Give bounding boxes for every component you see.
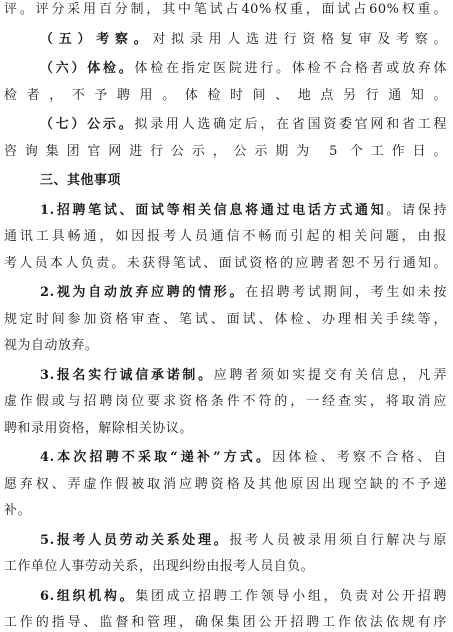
item-3-line-2 bbox=[4, 392, 447, 411]
item-1-line-2 bbox=[4, 227, 447, 246]
item-text: 工作单位人事劳动关系，出现纠纷由报考人员自负。 bbox=[4, 559, 315, 574]
item-4-line-3 bbox=[4, 501, 447, 520]
item-label: 3.报名实行诚信承诺制。 bbox=[40, 368, 214, 383]
item-1 bbox=[40, 201, 447, 220]
item-label: 2.视为自动放弃应聘的情形。 bbox=[40, 285, 246, 300]
item-2 bbox=[40, 283, 447, 302]
paragraph-text: 拟录用人选确定后，在省国资委官网和省工程 bbox=[134, 117, 448, 132]
paragraph-text: 咨询集团官网进行公示，公示期为 5 个工作日。 bbox=[4, 144, 447, 159]
item-text: 规定时间参加资格审查、笔试、面试、体检、办理相关手续等， bbox=[4, 312, 447, 327]
item-5 bbox=[40, 531, 447, 550]
item-text: 愿弃权、弄虚作假被取消应聘资格及其他原因出现空缺的不予递 bbox=[4, 477, 447, 492]
item-text: 报考人员被录用须自行解决与原 bbox=[229, 533, 447, 548]
paragraph-physical-exam bbox=[40, 59, 447, 78]
item-6-line-2 bbox=[4, 613, 447, 632]
section-title: 三、其他事项 bbox=[40, 173, 121, 188]
item-6 bbox=[40, 587, 447, 606]
item-text: 视为自动放弃。 bbox=[4, 338, 99, 353]
item-5-line-2 bbox=[4, 557, 447, 576]
paragraph-inspection bbox=[40, 30, 447, 49]
item-label: 1.招聘笔试、面试等相关信息将通过电话方式通知 bbox=[40, 203, 387, 218]
item-text: 虚作假或与招聘岗位要求资格条件不符的，一经查实，将取消应 bbox=[4, 394, 447, 409]
item-label: 4.本次招聘不采取“递补”方式。 bbox=[40, 450, 273, 465]
item-3-line-3 bbox=[4, 419, 447, 438]
item-text: 。请保持 bbox=[386, 203, 447, 218]
paragraph-text: 评。评分采用百分制，其中笔试占40%权重，面试占60%权重。 bbox=[4, 2, 447, 17]
item-text: 补。 bbox=[4, 503, 31, 518]
item-text: 考人员本人负责。未获得笔试、面试资格的应聘者恕不另行通知。 bbox=[4, 256, 447, 271]
paragraph-label: （六）体检。 bbox=[40, 61, 135, 76]
paragraph-text: 体检在指定医院进行。体检不合格者或放弃体 bbox=[134, 61, 448, 76]
item-2-line-2 bbox=[4, 310, 447, 329]
item-label: 5.报考人员劳动关系处理。 bbox=[40, 533, 230, 548]
item-text: 通讯工具畅通，如因报考人员通信不畅而引起的相关问题，由报 bbox=[4, 229, 447, 244]
item-4 bbox=[40, 448, 447, 467]
item-text: 工作的指导、监督和管理，确保集团公开招聘工作依法依规有序 bbox=[4, 615, 447, 630]
item-text: 在招聘考试期间，考生如未按 bbox=[245, 285, 447, 300]
item-text: 集团成立招聘工作领导小组，负责对公开招聘 bbox=[135, 589, 447, 604]
item-text: 聘和录用资格，解除相关协议。 bbox=[4, 421, 193, 436]
paragraph-physical-exam-cont bbox=[4, 86, 447, 105]
item-text: 应聘者须如实提交有关信息，凡弄 bbox=[213, 368, 447, 383]
section-heading bbox=[40, 171, 447, 190]
paragraph-label: （七）公示。 bbox=[40, 117, 135, 132]
paragraph-label: （五）考察。 bbox=[40, 32, 153, 47]
paragraph-text: 对拟录用人选进行资格复审及考察。 bbox=[152, 32, 447, 47]
paragraph-scoring bbox=[4, 0, 447, 19]
paragraph-text: 检者，不予聘用。体检时间、地点另行通知。 bbox=[4, 88, 447, 103]
item-label: 6.组织机构。 bbox=[40, 589, 136, 604]
item-text: 因体检、考察不合格、自 bbox=[272, 450, 447, 465]
item-1-line-3 bbox=[4, 254, 447, 273]
paragraph-publicity-cont bbox=[4, 142, 447, 161]
paragraph-publicity bbox=[40, 115, 447, 134]
item-2-line-3 bbox=[4, 336, 447, 355]
item-3 bbox=[40, 366, 447, 385]
item-4-line-2 bbox=[4, 475, 447, 494]
